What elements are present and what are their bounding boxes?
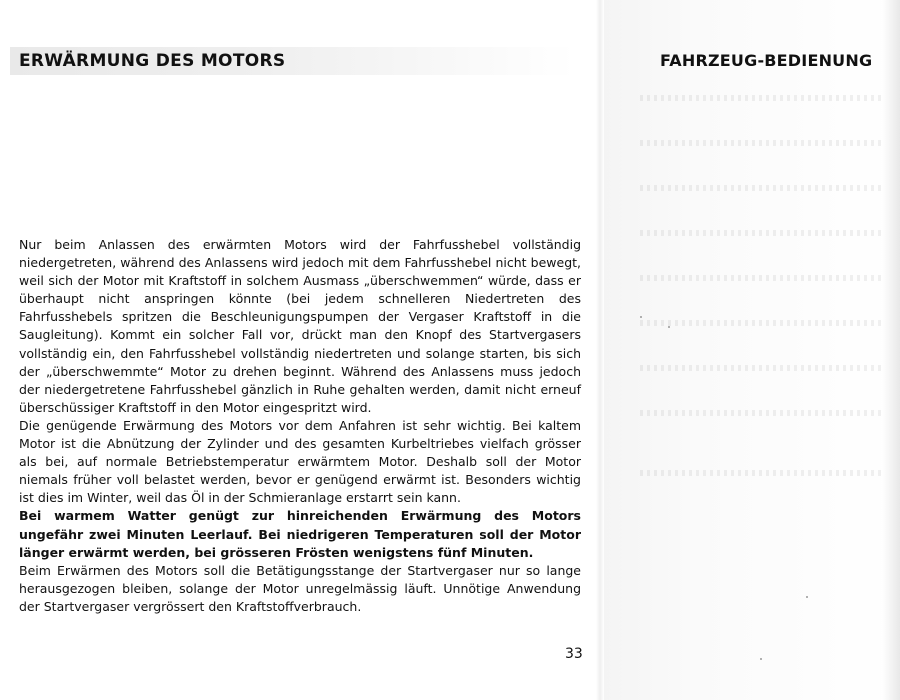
bleed-through-line xyxy=(640,320,890,326)
paper-speck xyxy=(806,596,808,598)
paper-speck xyxy=(640,316,642,318)
paper-speck xyxy=(760,658,762,660)
bleed-through-line xyxy=(640,365,890,371)
bleed-through-line xyxy=(640,230,890,236)
bleed-through-line xyxy=(640,95,890,101)
right-page xyxy=(600,0,900,700)
body-text xyxy=(19,236,581,616)
paragraph-bold: Bei warmem Watter genügt zur hinreichenden Erwärmung des Motors ungefähr zwei Minuten Leerlauf. Bei niedrigeren Temperaturen soll der Motor länger erwärmt werden, bei grösseren Frösten wenigstens fünf Minuten. xyxy=(19,508,581,560)
left-page-title: ERWÄRMUNG DES MOTORS xyxy=(19,51,286,71)
paragraph: Nur beim Anlassen des erwärmten Motors wird der Fahrfusshebel vollständig niedergetreten, während des Anlassens wird jedoch mit dem Fahrfusshebel nicht bewegt, weil sich der Motor mit Kraftstoff in solchem Ausmass „überschwemmen“ würde, dass er überhaupt nicht anspringen könnte (bei jedem schnelleren Niedertreten des Fahrfusshebels spritzen die Beschleunigungspumpen der Vergaser Kraftstoff in die Saugleitung). Kommt ein solcher Fall vor, drückt man den Knopf des Startvergasers vollständig ein, den Fahrfusshebel vollständig niedertreten und solange starten, bis sich der „überschwemmte“ Motor zu drehen beginnt. Während des Anlassens muss jedoch der niedergetretene Fahrfusshebel gänzlich in Ruhe gehalten werden, damit nicht erneuf überschüssiger Kraftstoff in den Motor eingespritzt wird. xyxy=(19,237,581,415)
bleed-through-line xyxy=(640,470,890,476)
paragraph: Die genügende Erwärmung des Motors vor dem Anfahren ist sehr wichtig. Bei kaltem Motor ist die Abnützung der Zylinder und des gesamten Kurbeltriebes vielfach grösser als bei, auf normale Betriebstemperatur erwärmtem Motor. Deshalb soll der Motor niemals früher voll belastet werden, bevor er genügend erwärmt ist. Besonders wichtig ist dies im Winter, weil das Öl in der Schmieranlage erstarrt sein kann. xyxy=(19,417,581,506)
paragraph: Beim Erwärmen des Motors soll die Betätigungsstange der Startvergaser nur so lange herausgezogen bleiben, solange der Motor unregelmässig läuft. Unnötige Anwendung der Startvergaser vergrössert den Kraftstoffverbrauch. xyxy=(19,562,581,614)
page-gutter xyxy=(596,0,604,700)
bleed-through-line xyxy=(640,140,890,146)
bleed-through-line xyxy=(640,410,890,416)
bleed-through-line xyxy=(640,185,890,191)
paper-speck xyxy=(668,326,670,328)
right-page-title: FAHRZEUG-BEDIENUNG xyxy=(660,51,873,70)
page-number: 33 xyxy=(565,646,583,662)
page-edge-shadow xyxy=(882,0,900,700)
bleed-through-line xyxy=(640,275,890,281)
